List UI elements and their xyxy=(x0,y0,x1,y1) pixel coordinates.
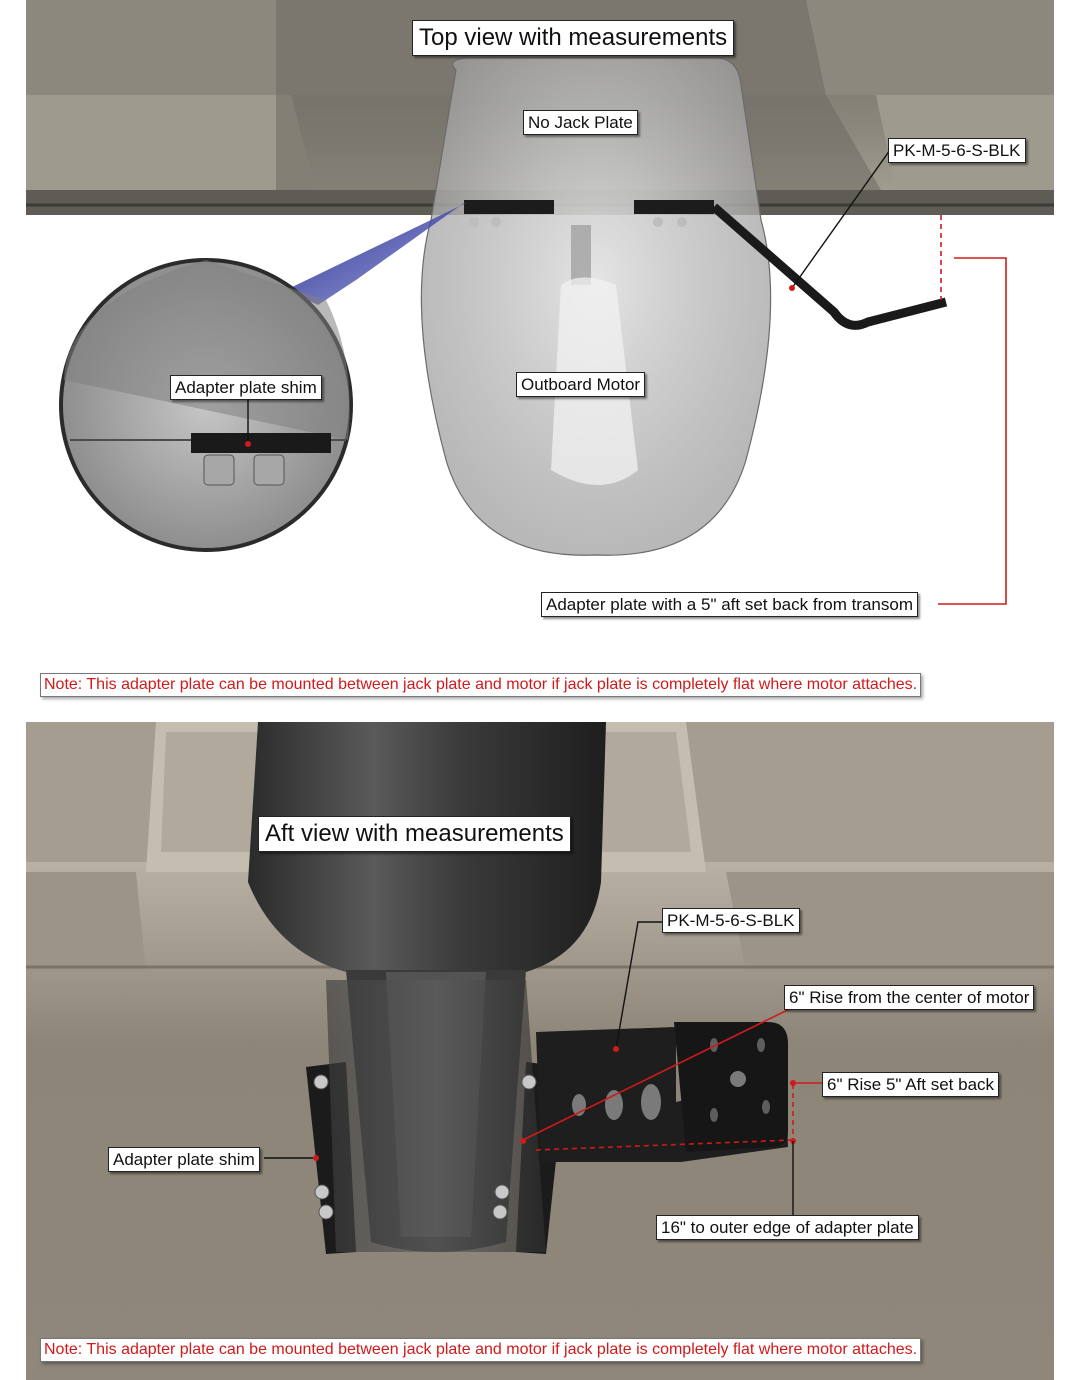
note-bottom: Note: This adapter plate can be mounted between jack plate and motor if jack plate is completely flat where motor attaches. xyxy=(40,1338,921,1362)
top-view-illustration xyxy=(26,0,1054,640)
label-adapter-shim-top: Adapter plate shim xyxy=(170,375,322,400)
label-part-number-aft: PK-M-5-6-S-BLK xyxy=(662,908,800,933)
aft-view-panel xyxy=(26,722,1054,1380)
label-setback: Adapter plate with a 5" aft set back from transom xyxy=(541,592,918,617)
label-outboard-motor: Outboard Motor xyxy=(516,372,645,397)
label-no-jack-plate: No Jack Plate xyxy=(523,110,638,135)
label-rise-center: 6" Rise from the center of motor xyxy=(784,985,1034,1010)
label-adapter-shim-aft: Adapter plate shim xyxy=(108,1147,260,1172)
adapter-shim-left xyxy=(464,200,554,214)
label-part-number-top: PK-M-5-6-S-BLK xyxy=(888,138,1026,163)
label-rise-setback: 6" Rise 5" Aft set back xyxy=(822,1072,999,1097)
aft-view-title: Aft view with measurements xyxy=(258,816,571,852)
label-outer-edge: 16" to outer edge of adapter plate xyxy=(656,1215,919,1240)
adapter-shim-right xyxy=(634,200,714,214)
note-top: Note: This adapter plate can be mounted between jack plate and motor if jack plate is completely flat where motor attaches. xyxy=(40,673,921,697)
zoom-shim xyxy=(191,433,331,453)
setback-dimension-line xyxy=(938,215,1006,604)
top-view-title: Top view with measurements xyxy=(412,20,734,56)
hull-left-step xyxy=(26,95,316,190)
top-view-panel xyxy=(26,0,1054,640)
